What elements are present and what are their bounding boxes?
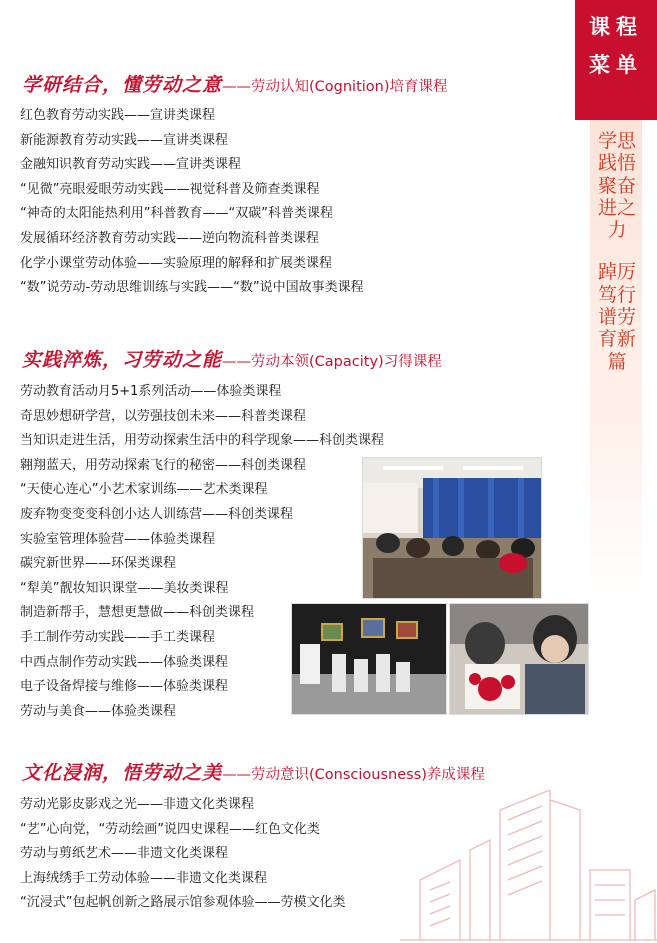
banner-line-2: 菜单 xyxy=(589,52,643,77)
list-item: 手工制作劳动实践——手工类课程 xyxy=(20,629,216,645)
list-item: “天使心连心”小艺术家训练——艺术类课程 xyxy=(20,482,268,498)
campus-skyline-illustration xyxy=(400,790,657,943)
list-item: 奇思妙想研学营，以劳强技创未来——科普类课程 xyxy=(20,408,307,424)
list-item: 劳动教育活动月5+1系列活动——体验类课程 xyxy=(20,384,282,399)
list-item: 中西点制作劳动实践——体验类课程 xyxy=(20,654,229,670)
section-consciousness-subtitle: ——劳动意识(Consciousness)养成课程 xyxy=(222,767,485,783)
list-item: 劳动光影皮影戏之光——非遗文化类课程 xyxy=(20,797,255,812)
list-item: 上海绒绣手工劳动体验——非遗文化类课程 xyxy=(20,870,268,886)
side-slogan xyxy=(598,130,636,373)
list-item: 当知识走进生活，用劳动探索生活中的科学现象——科创类课程 xyxy=(20,433,385,449)
list-item: “神奇的太阳能热利用”科普教育——“双碳”科普类课程 xyxy=(20,206,333,222)
banner-line-1: 课程 xyxy=(589,14,643,39)
section-cognition-subtitle: ——劳动认知(Cognition)培育课程 xyxy=(222,79,448,95)
section-cognition-title xyxy=(22,70,448,97)
section-capacity-calligraphy: 实践淬炼，习劳动之能 xyxy=(22,349,223,371)
list-item: “艺”心向党，“劳动绘画”说四史课程——红色文化类 xyxy=(20,821,320,837)
list-item: 新能源教育劳动实践——宣讲类课程 xyxy=(20,132,229,148)
slogan-phrase-2: 踔厉笃行谱劳育新篇 xyxy=(598,261,637,373)
exhibition-photo xyxy=(291,603,447,715)
list-item: 发展循环经济教育劳动实践——逆向物流科普类课程 xyxy=(20,230,320,246)
section-cognition-calligraphy: 学研结合，懂劳动之意 xyxy=(22,74,223,96)
list-item: “沉浸式”包起帆创新之路展示馆参观体验——劳模文化类 xyxy=(20,895,346,911)
list-item: 劳动与美食——体验类课程 xyxy=(20,703,177,719)
list-item: 金融知识教育劳动实践——宣讲类课程 xyxy=(20,157,242,173)
list-item: 化学小课堂劳动体验——实验原理的解释和扩展类课程 xyxy=(20,255,333,271)
list-item: “数”说劳动-劳动思维训练与实践——“数”说中国故事类课程 xyxy=(20,280,364,296)
section-capacity-title xyxy=(22,345,442,372)
list-item: 翱翔蓝天，用劳动探索飞行的秘密——科创类课程 xyxy=(20,457,307,473)
list-item: 电子设备焊接与维修——体验类课程 xyxy=(20,679,229,695)
list-item: 实验室管理体验营——体验类课程 xyxy=(20,531,216,547)
section-consciousness-title xyxy=(22,758,485,785)
list-item: 废弃物变变变科创小达人训练营——科创类课程 xyxy=(20,506,294,522)
cognition-course-list xyxy=(20,104,364,301)
papercut-photo xyxy=(449,603,589,715)
list-item: “见微”亮眼爱眼劳动实践——视觉科普及筛查类课程 xyxy=(20,181,320,197)
consciousness-course-list xyxy=(20,793,345,916)
list-item: 红色教育劳动实践——宣讲类课程 xyxy=(20,108,216,123)
list-item: 劳动与剪纸艺术——非遗文化类课程 xyxy=(20,846,229,862)
menu-banner-tip xyxy=(575,100,657,122)
section-capacity-subtitle: ——劳动本领(Capacity)习得课程 xyxy=(222,354,442,370)
list-item: “犁美”靓妆知识课堂——美妆类课程 xyxy=(20,580,229,596)
list-item: 碳究新世界——环保类课程 xyxy=(20,556,177,572)
section-consciousness-calligraphy: 文化浸润，悟劳动之美 xyxy=(22,762,223,784)
classroom-photo xyxy=(362,457,542,599)
menu-banner-text xyxy=(575,8,657,84)
list-item: 制造新帮手，慧想更慧做——科创类课程 xyxy=(20,605,255,621)
slogan-phrase-1: 学思践悟聚奋进之力 xyxy=(598,130,637,242)
